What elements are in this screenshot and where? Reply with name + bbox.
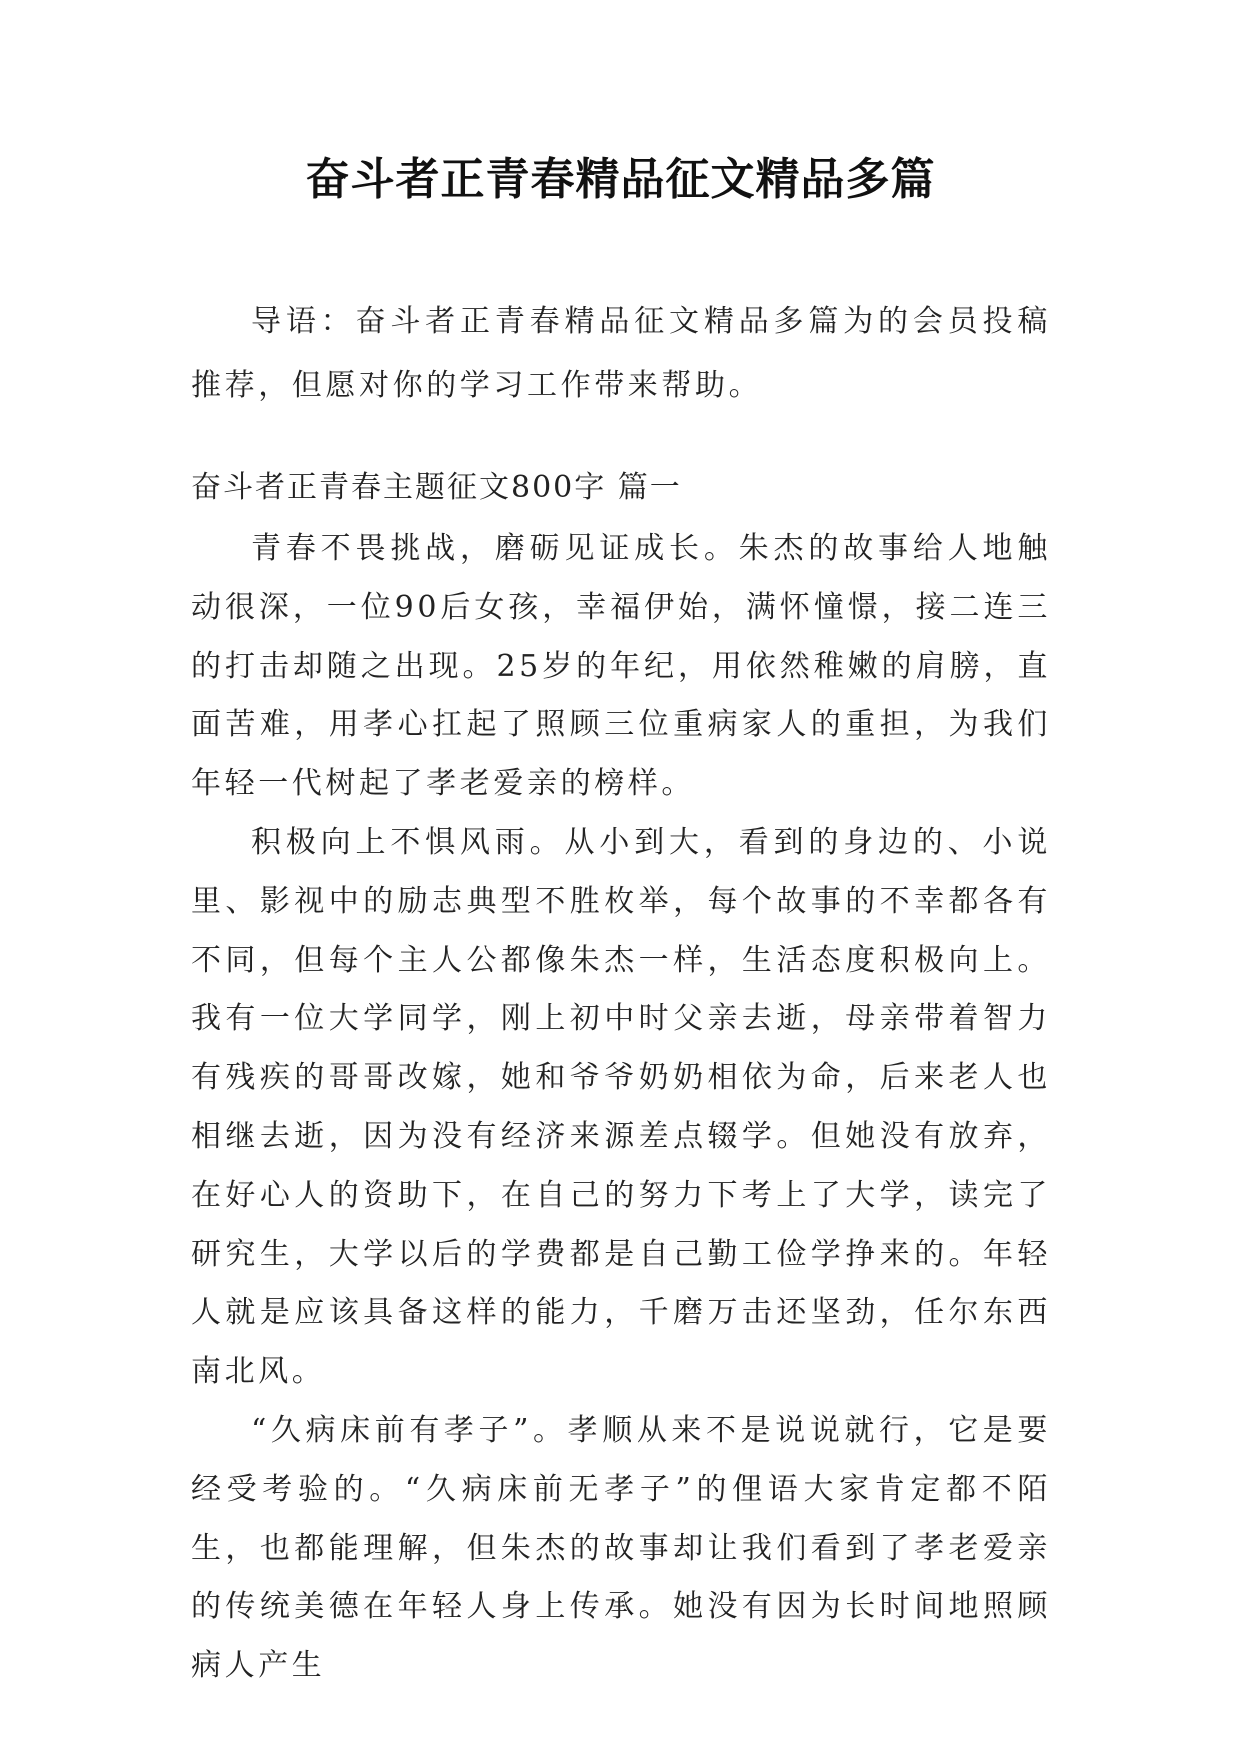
section-heading: 奋斗者正青春主题征文800字 篇一 — [191, 470, 682, 505]
article-paragraph-3: “久病床前有孝子”。孝顺从来不是说说就行，它是要经受考验的。“久病床前无孝子”的俚语大家肯定都不陌生，也都能理解，但朱杰的故事却让我们看到了孝老爱亲的传统美德在年轻人身上传承。她没有因为长时间地照顾病人产生 — [191, 1412, 1051, 1684]
article-paragraph-1: 青春不畏挑战，磨砺见证成长。朱杰的故事给人地触动很深，一位90后女孩，幸福伊始，满怀憧憬，接二连三的打击却随之出现。25岁的年纪，用依然稚嫩的肩膀，直面苦难，用孝心扛起了照顾三位重病家人的重担，为我们年轻一代树起了孝老爱亲的榜样。 — [191, 531, 1051, 802]
intro-paragraph — [191, 290, 1051, 418]
article-paragraph-2: 积极向上不惧风雨。从小到大，看到的身边的、小说里、影视中的励志典型不胜枚举，每个故事的不幸都各有不同，但每个主人公都像朱杰一样，生活态度积极向上。我有一位大学同学，刚上初中时父亲去逝，母亲带着智力有残疾的哥哥改嫁，她和爷爷奶奶相依为命，后来老人也相继去逝，因为没有经济来源差点辍学。但她没有放弃，在好心人的资助下，在自己的努力下考上了大学，读完了研究生，大学以后的学费都是自己勤工俭学挣来的。年轻人就是应该具备这样的能力，千磨万击还坚劲，任尔东西南北风。 — [191, 824, 1051, 1390]
intro-text: 导语：奋斗者正青春精品征文精品多篇为的会员投稿推荐，但愿对你的学习工作带来帮助。 — [191, 304, 1051, 403]
document-title: 奋斗者正青春精品征文精品多篇 — [305, 154, 936, 205]
article-body — [191, 520, 1051, 1696]
